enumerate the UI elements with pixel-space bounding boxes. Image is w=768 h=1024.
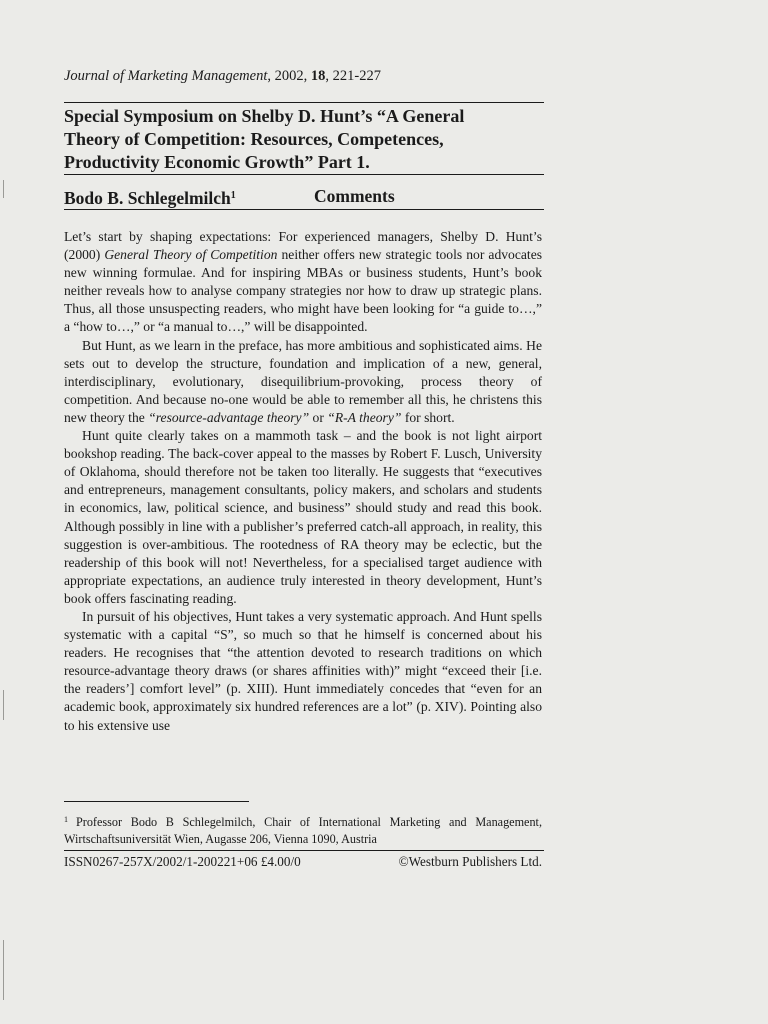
- author-footnote-mark: 1: [230, 190, 236, 201]
- publisher-line: ©Westburn Publishers Ltd.: [398, 854, 542, 869]
- author-line: [64, 184, 544, 208]
- p1-text-b: neither offers new strategic tools nor advocates new winning formulae. And for inspiring MBAs or business students, Hunt’s book neither reveals how to analyse company strategies nor how to draw up strategic plans. Thus, all those unsuspecting readers, who might have been looking for “a guide to…,” a “how to…,” or “a manual to…,” will be disappointed.: [64, 247, 543, 335]
- p1-text-a: Let’s start by shaping expectations: For experienced managers, Shelby D. Hunt’s (2000): [64, 229, 542, 263]
- title-line-3: Productivity Economic Growth” Part 1.: [64, 152, 370, 172]
- footnote: [64, 811, 542, 848]
- issn-line: ISSN0267-257X/2002/1-200221+06 £4.00/0: [64, 854, 301, 869]
- footer-rule: [64, 850, 544, 851]
- paragraph-4: In pursuit of his objectives, Hunt takes a very systematic approach. And Hunt spells systematic with a capital “S”, so much so that he himself is concerned about his readers. He recognises that “the attention devoted to research traditions on which resource-advantage theory draws (or shares affinities with)” might “exceed their [i.e. the readers’] comfort level” (p. XIII). Hunt immediately concedes that “even for an academic book, approximately six hundred references are a lot” (p. XIV). Pointing also to his extensive use: [64, 608, 542, 733]
- p2-text-b: or: [309, 409, 328, 425]
- author-name: Bodo B. Schlegelmilch: [64, 188, 231, 208]
- p2-term-2: “R-A theory”: [327, 409, 402, 425]
- journal-pages: , 221-227: [325, 68, 381, 84]
- journal-volume: 18: [310, 68, 326, 84]
- title-top-rule: [64, 102, 544, 103]
- author-bottom-rule: [64, 209, 544, 210]
- journal-name: Journal of Marketing Management: [64, 68, 268, 84]
- paragraph-2: [64, 337, 542, 427]
- footnote-rule: [64, 801, 249, 802]
- scan-edge-mark: [3, 690, 4, 720]
- title-line-2: Theory of Competition: Resources, Competences,: [64, 129, 444, 149]
- page-footer: [64, 853, 542, 873]
- footnote-text: Professor Bodo B Schlegelmilch, Chair of International Marketing and Management, Wirtschaftsuniversität Wien, Augasse 206, Vienna 1090, Austria: [64, 815, 542, 846]
- paragraph-1: [64, 228, 542, 337]
- p2-text-a: But Hunt, as we learn in the preface, has more ambitious and sophisticated aims. He sets out to develop the structure, foundation and implication of a new, general, interdisciplinary, evolutionary, disequilibrium-provoking, process theory of competition. And because no-one would be able to remember all this, he christens this new theory the: [64, 337, 542, 425]
- title-line-1: Special Symposium on Shelby D. Hunt’s “A General: [64, 106, 465, 126]
- article-body: [64, 228, 542, 735]
- article-title: [64, 105, 544, 174]
- section-label: Comments: [314, 186, 395, 206]
- title-bottom-rule: [64, 174, 544, 175]
- p1-book-title: General Theory of Competition: [104, 247, 278, 263]
- p2-term-1: “resource-advantage theory”: [148, 409, 310, 425]
- footnote-mark: 1: [64, 815, 68, 824]
- paragraph-3: Hunt quite clearly takes on a mammoth task – and the book is not light airport bookshop reading. The back-cover appeal to the masses by Robert F. Lusch, University of Oklahoma, should therefore not be taken too literally. He suggests that “executives and entrepreneurs, management consultants, policy makers, and scholars and students in economics, law, political science, and business” should study and read this book. Although possibly in line with a publisher’s preferred catch-all approach, in reality, this suggestion is over-ambitious. The rootedness of RA theory may be eclectic, but the readership of this book will not! Nevertheless, for a specialised target audience with appropriate expectations, an audience truly interested in theory development, Hunt’s book offers fascinating reading.: [64, 428, 542, 606]
- p2-text-c: for short.: [401, 409, 455, 425]
- scan-edge-mark: [3, 940, 4, 1000]
- journal-citation: [64, 66, 544, 86]
- author-name-wrap: [64, 184, 236, 210]
- journal-year: , 2002,: [267, 68, 311, 84]
- scan-edge-mark: [3, 180, 4, 198]
